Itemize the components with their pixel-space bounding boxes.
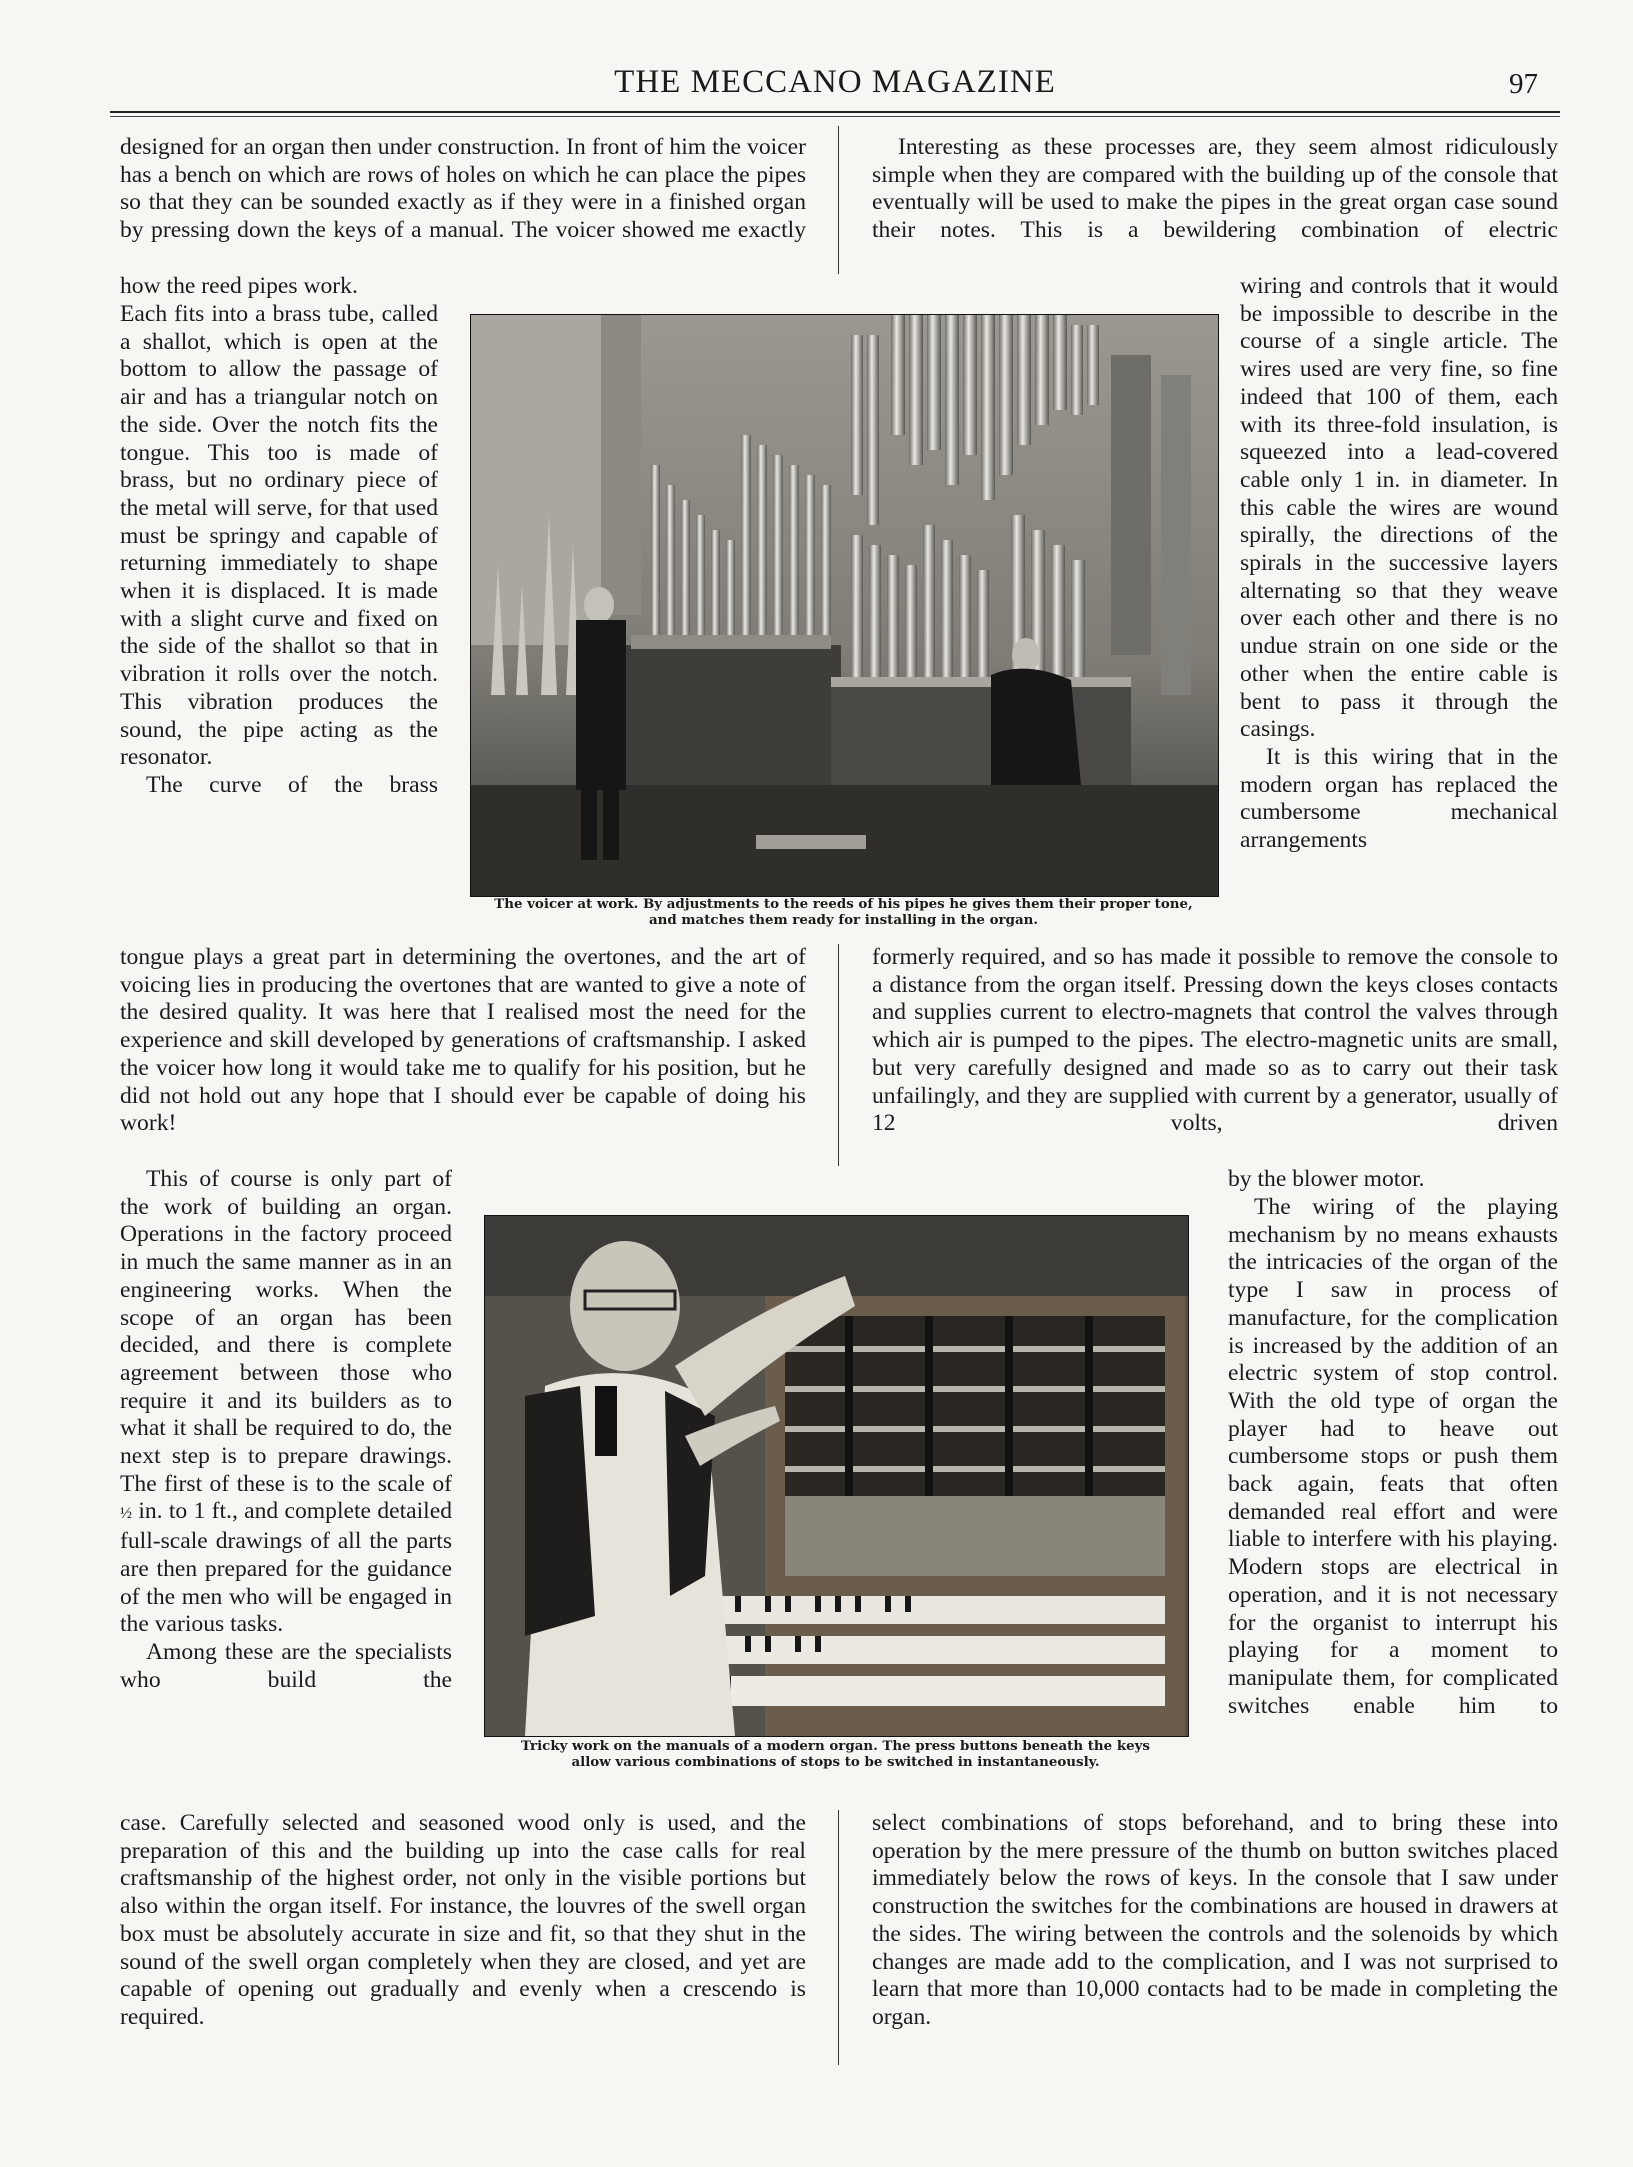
col1-line-reed: how the reed pipes work.	[120, 273, 358, 299]
photo-voicer-at-work	[470, 314, 1219, 897]
header-rule	[110, 111, 1560, 113]
column-divider-middle	[838, 944, 839, 1166]
figure2-caption: Tricky work on the manuals of a modern organ. The press buttons beneath the keys allow various combinations of stops to be switched in instantaneously.	[521, 1738, 1150, 1770]
column-divider-bottom	[838, 1810, 839, 2065]
col2-line-blower: by the blower motor.	[1228, 1166, 1425, 1192]
col1-narrow-reed-text: Each fits into a brass tube, called a shallot, which is open at the bottom to allow the passage of air and has a triangular notch on the side. Over the notch fits the tongue. This too is made of brass, but no ordinary piece of the metal will serve, for that used must be springy and capable of returning immediately to shape when it is displaced. It is made with a slight curve and fixed on the side of the shallot so that in vibration it rolls over the notch. This vibration produces the sound, the pipe acting as the resonator. The curve of the brass	[120, 301, 438, 798]
masthead	[110, 62, 1560, 112]
col2-paragraph-console: formerly required, and so has made it possible to remove the console to a distance from the organ itself. Pressing down the keys closes contacts and supplies current to electro-magnets that control the valves through which air is pumped to the pipes. The electro-magnetic units are small, but very carefully designed and made so as to carry out their task unfailingly, and they are supplied with current by a generator, usually of 12 volts, driven	[872, 944, 1558, 1137]
organ-manuals-photo	[485, 1216, 1188, 1736]
page-number: 97	[1509, 68, 1538, 100]
col2-narrow-wiring-text: wiring and controls that it would be impossible to describe in the course of a single article. The wires used are very fine, so fine indeed that 100 of them, each with its three-fold insulation, is squeezed into a lead-covered cable only 1 in. in diameter. In this cable the wires are wound spirally, the directions of the spirals in the successive layers alternating so that they weave over each other and there is no undue strain on one side or the other when the entire cable is bent to pass it through the casings. It is this wiring that in the modern organ has replaced the cumbersome mechanical arrangements	[1240, 273, 1558, 854]
figure1-caption: The voicer at work. By adjustments to the reeds of his pipes he gives them their proper tone, and matches them ready for installing in the organ.	[494, 896, 1193, 928]
photo-organ-manuals	[484, 1215, 1189, 1737]
magazine-title: THE MECCANO MAGAZINE	[614, 64, 1056, 100]
organ-pipes-photo	[471, 315, 1218, 896]
fraction-half: ½	[120, 1505, 132, 1523]
col1-paragraph-overtones: tongue plays a great part in determining the overtones, and the art of voicing lies in producing the overtones that are wanted to give a note of the desired quality. It was here that I realised most the need for the experience and skill developed by generations of craftsmanship. I asked the voicer how long it would take me to qualify for his position, but he did not hold out any hope that I should ever be capable of doing his work!	[120, 944, 806, 1137]
col1-paragraph-case: case. Carefully selected and seasoned wood only is used, and the preparation of this and the building up into the case calls for real craftsmanship of the highest order, not only in the visible portions but also within the organ itself. For instance, the louvres of the swell organ box must be absolutely accurate in size and fit, so that they shut in the sound of the swell organ completely when they are closed, and yet are capable of opening out gradually and evenly when a crescendo is required.	[120, 1810, 806, 2030]
column-divider-top	[838, 126, 839, 274]
col2-paragraph-intro: Interesting as these processes are, they seem almost ridiculously simple when they are compared with the building up of the console that eventually will be used to make the pipes in the great organ case sound their notes. This is a bewildering combination of electric	[872, 134, 1558, 244]
col2-paragraph-combinations: select combinations of stops beforehand, and to bring these into operation by the mere pressure of the thumb on button switches placed immediately below the rows of keys. In the console that I saw under construction the switches for the combinations are housed in drawers at the sides. The wiring between the controls and the solenoids by which changes are made add to the complication, and I was not surprised to learn that more than 10,000 contacts had to be made in completing the organ.	[872, 1810, 1558, 2030]
col1-paragraph-intro: designed for an organ then under construction. In front of him the voicer has a bench on which are rows of holes on which he can place the pipes so that they can be sounded exactly as if they were in a finished organ by pressing down the keys of a manual. The voicer showed me exactly	[120, 134, 806, 244]
header-rule-thin	[110, 116, 1560, 117]
col1-narrow-factory-text: This of course is only part of the work of building an organ. Operations in the factory proceed in much the same manner as in an engineering works. When the scope of an organ has been decided, and there is complete agreement between those who require it and its builders as to what it shall be required to do, the next step is to prepare drawings. The first of these is to the scale of ½ in. to 1 ft., and complete detailed full-scale drawings of all the parts are then prepared for the guidance of the men who will be engaged in the various tasks. Among these are the specialists who build the	[120, 1166, 452, 1693]
col2-narrow-stops-text: The wiring of the playing mechanism by no means exhausts the intricacies of the organ of the type I saw in process of manufacture, for the complication is increased by the addition of an electric system of stop control. With the old type of organ the player had to heave out cumbersome stops or push them back again, feats that often demanded real effort and were liable to interfere with his playing. Modern stops are electrical in operation, and it is not necessary for the organist to interrupt his playing for a moment to manipulate them, for complicated switches enable him to	[1228, 1194, 1558, 1719]
